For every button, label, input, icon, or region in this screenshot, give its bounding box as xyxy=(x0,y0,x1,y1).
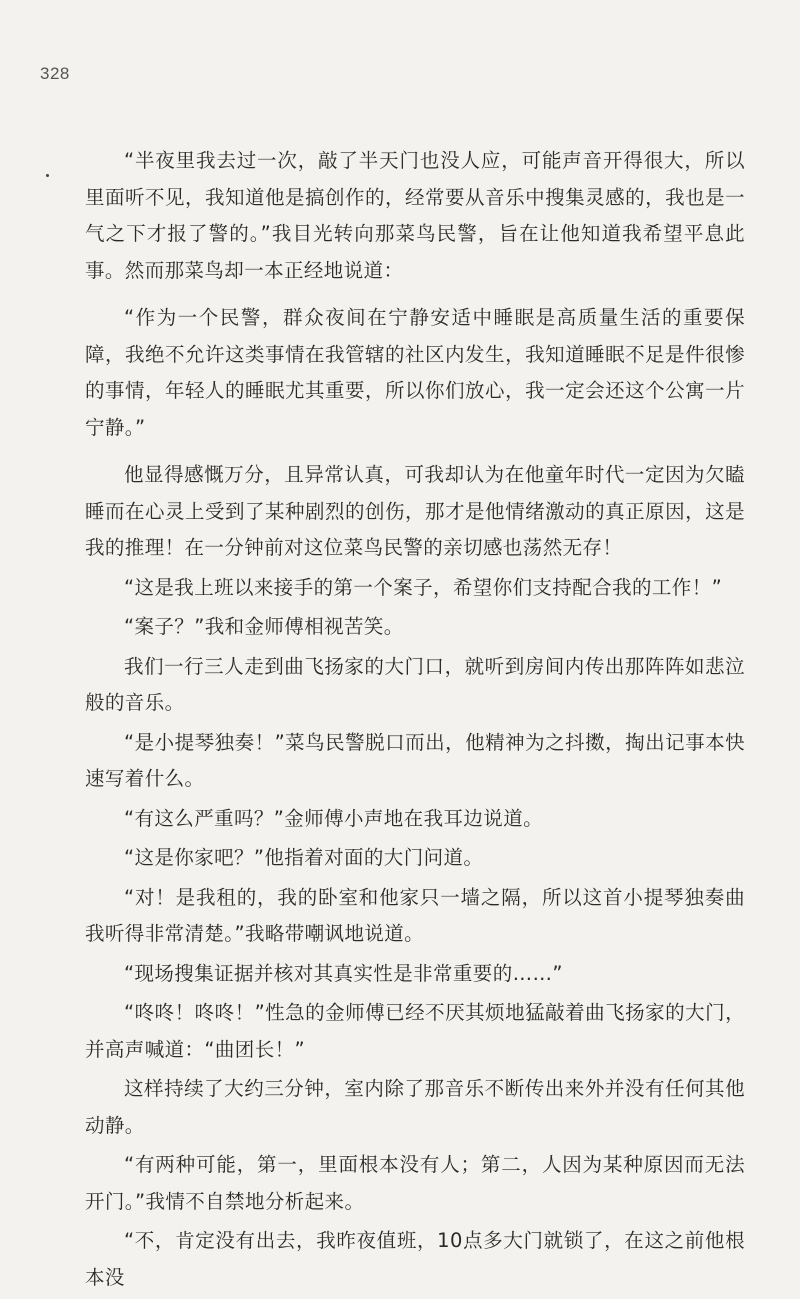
stray-ink-dot xyxy=(46,174,49,177)
paragraph-5: “案子？”我和金师傅相视苦笑。 xyxy=(124,615,404,638)
paragraph-14: “有两种可能，第一，里面根本没有人；第二，人因为某种原因而无法开门。”我情不自禁地分析起来。 xyxy=(85,1153,745,1213)
paragraph-7: “是小提琴独奏！”菜鸟民警脱口而出，他精神为之抖擞，掏出记事本快速写着什么。 xyxy=(85,730,745,790)
paragraph-1: “半夜里我去过一次，敲了半天门也没人应，可能声音开得很大，所以里面听不见，我知道他是搞创作的，经常要从音乐中搜集灵感的，我也是一气之下才报了警的。”我目光转向那菜鸟民警，旨在让他知道我希望平息此事。然而那菜鸟却一本正经地说道： xyxy=(85,149,745,282)
paragraph-6: 我们一行三人走到曲飞扬家的大门口，就听到房间内传出那阵阵如悲泣般的音乐。 xyxy=(85,654,745,714)
paragraph-4: “这是我上班以来接手的第一个案子，希望你们支持配合我的工作！” xyxy=(124,575,723,599)
paragraph-9: “这是你家吧？”他指着对面的大门问道。 xyxy=(124,846,484,869)
paragraph-10: “对！是我租的，我的卧室和他家只一墙之隔，所以这首小提琴独奏曲我听得非常清楚。”我略带嘲讽地说道。 xyxy=(85,885,745,945)
paragraph-13: 这样持续了大约三分钟，室内除了那音乐不断传出来外并没有任何其他动静。 xyxy=(85,1077,745,1137)
paragraph-12: “咚咚！咚咚！”性急的金师傅已经不厌其烦地猛敲着曲飞扬家的大门，并高声喊道：“曲团长！” xyxy=(85,1001,745,1061)
paragraph-8: “有这么严重吗？”金师傅小声地在我耳边说道。 xyxy=(124,806,544,830)
body-text xyxy=(85,143,745,1299)
paragraph-11: “现场搜集证据并核对其真实性是非常重要的……” xyxy=(124,961,563,985)
paragraph-15: “不，肯定没有出去，我昨夜值班，10点多大门就锁了，在这之前他根本没 xyxy=(85,1229,745,1289)
paragraph-2: “作为一个民警，群众夜间在宁静安适中睡眠是高质量生活的重要保障，我绝不允许这类事情在我管辖的社区内发生，我知道睡眠不足是件很惨的事情，年轻人的睡眠尤其重要，所以你们放心，我一定会还这个公寓一片宁静。” xyxy=(85,306,745,439)
page-number: 328 xyxy=(40,64,70,83)
paragraph-3: 他显得感慨万分，且异常认真，可我却认为在他童年时代一定因为欠瞌睡而在心灵上受到了某种剧烈的创伤，那才是他情绪激动的真正原因，这是我的推理！在一分钟前对这位菜鸟民警的亲切感也荡然无存！ xyxy=(85,463,745,559)
